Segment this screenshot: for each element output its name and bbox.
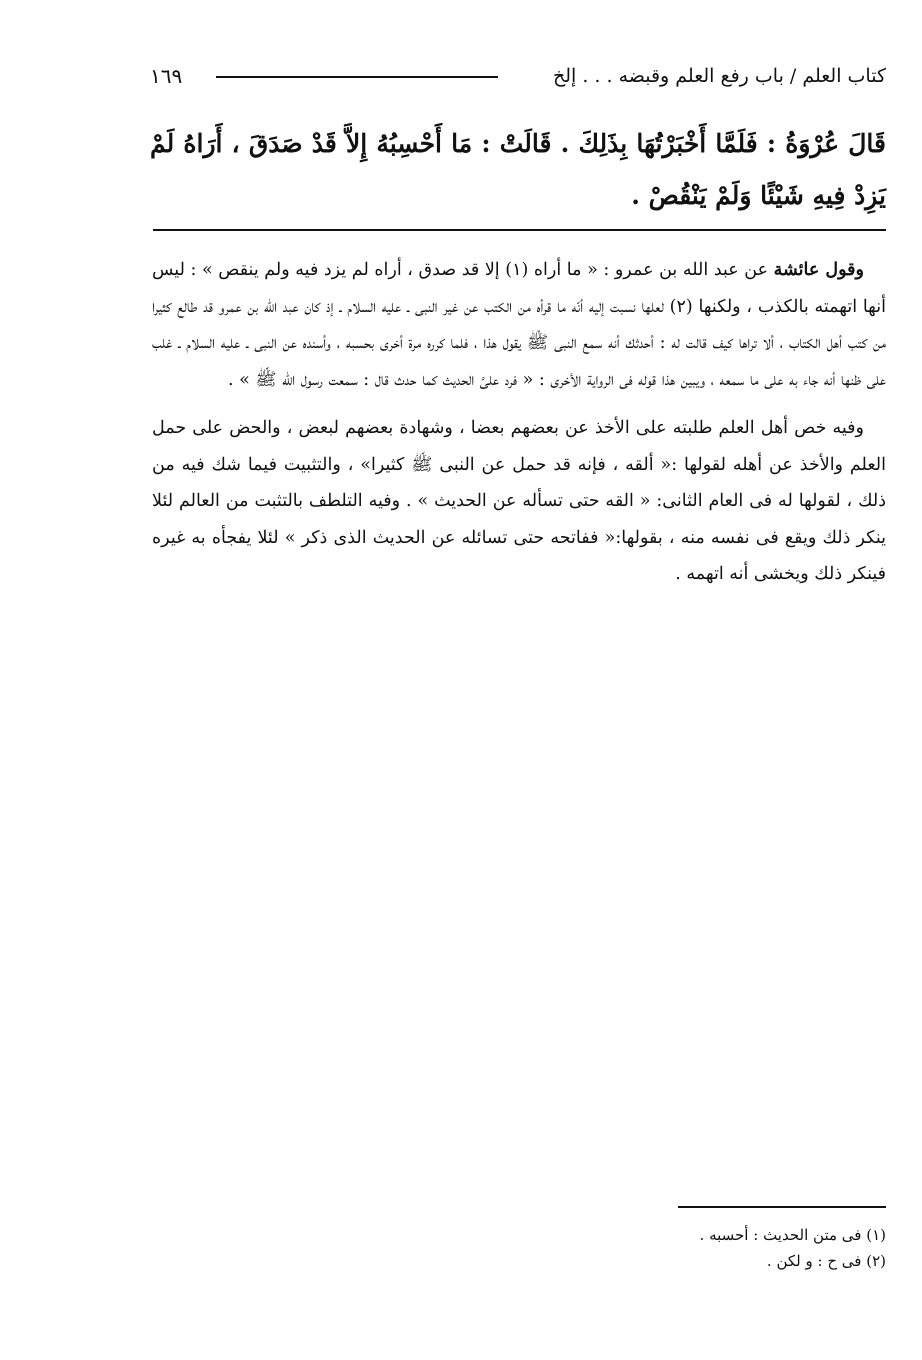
footnote: (٢) فى ح : و لكن . (766, 1252, 886, 1270)
hadith-text: قَالَ عُرْوَةُ : فَلَمَّا أَخْبَرْتُهَا بِذَلِكَ . قَالَتْ : مَا أَحْسِبُهُ إِلاَّ قَدْ صَدَقَ ، أَرَاهُ لَمْ يَزِدْ فِيهِ شَيْئًا وَلَمْ يَنْقُصْ . (150, 129, 886, 210)
commentary (152, 252, 886, 605)
section-divider (153, 229, 886, 231)
commentary-paragraph (152, 252, 886, 398)
page-number: ١٦٩ (150, 64, 183, 88)
footnote-divider (678, 1206, 886, 1208)
header-rule (216, 76, 498, 78)
running-header (150, 62, 886, 94)
footnotes (626, 1222, 886, 1274)
commentary-lemma: وقول عائشة (773, 260, 864, 280)
commentary-text: عن عبد الله بن عمرو : « ما أراه (١) إلا قد صدق ، أراه لم يزد فيه ولم ينقص » : ليس أنها اتهمته بالكذب ، ولكنها (٢) لعلها نسبت إليه أنّه ما قرأه من الكتب عن غير النبى ـ عليه السلام ـ إذ كان عبد الله بن عمرو قد طالع كثيرا من كتب أهل الكتاب ، ألا تراها كيف قالت له : أحدثك أنه سمع النبى ﷺ يقول هذا ، فلما كرره مرة أخرى بحسبه ، وأسنده عن النبى ـ عليه السلام ـ غلب على ظنها أنه جاء به على ما سمعه ، ويبين هذا قوله فى الرواية الأخرى : « فرد علىَّ الحديث كما حدث قال : سمعت رسول الله ﷺ » . (152, 260, 886, 390)
commentary-paragraph: وفيه خص أهل العلم طلبته على الأخذ عن بعضهم بعضا ، وشهادة بعضهم لبعض ، والحض على حمل العلم والأخذ عن أهله لقولها :« ألقه ، فإنه قد حمل عن النبى ﷺ كثيرا» ، والتثبيت فيما شك فيه من ذلك ، لقولها له فى العام الثانى: « القه حتى تسأله عن الحديث » . وفيه التلطف بالتثبت من العالم لئلا ينكر ذلك ويقع فى نفسه منه ، بقولها:« ففاتحه حتى تسائله عن الحديث الذى ذكر » لئلا يفجأه به غيره فينكر ذلك ويخشى أنه اتهمه . (152, 418, 886, 584)
footnote: (١) فى متن الحديث : أحسبه . (699, 1226, 886, 1244)
chapter-title: كتاب العلم / باب رفع العلم وقبضه . . . إلخ (552, 65, 886, 87)
